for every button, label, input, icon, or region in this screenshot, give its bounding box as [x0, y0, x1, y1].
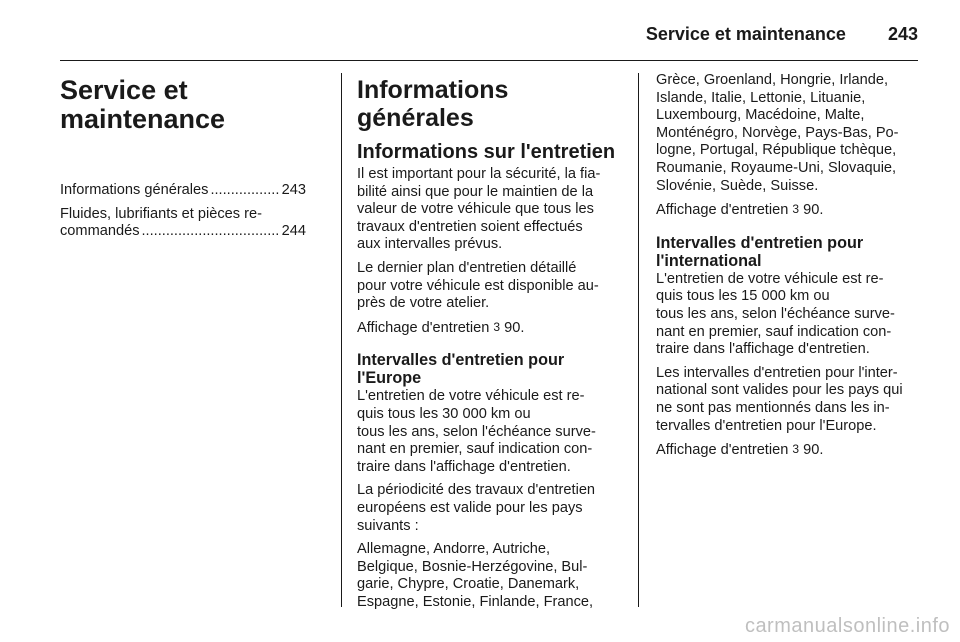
heading-line: Intervalles d'entretien pour [656, 233, 864, 252]
toc-entry-label: Informations générales [60, 182, 209, 198]
text-line: Il est important pour la sécurité, la fia- [357, 166, 601, 182]
paragraph [357, 166, 620, 254]
toc-entry-page: 244 [281, 223, 306, 240]
text-line: Slovénie, Suède, Suisse. [656, 177, 819, 194]
text-line: national sont valides pour les pays qui [656, 382, 903, 399]
reference-text: Affichage d'entretien [357, 319, 490, 336]
text-line: Grèce, Groenland, Hongrie, Irlande, [656, 72, 889, 88]
header-rule [60, 60, 918, 61]
column-divider [341, 73, 342, 607]
text-line: quis tous les 30 000 km ou [357, 405, 531, 422]
toc-leader-dots [142, 223, 280, 241]
chapter-title-line: Service et [60, 75, 188, 105]
text-line: pour votre véhicule est disponible au- [357, 277, 599, 294]
reference-arrow-icon: 3 [493, 319, 501, 334]
text-line: Belgique, Bosnie-Herzégovine, Bul- [357, 558, 588, 575]
reference-page: 90. [803, 442, 824, 459]
text-line: L'entretien de votre véhicule est re- [357, 388, 585, 405]
text-line: Allemagne, Andorre, Autriche, [357, 541, 551, 558]
content-column-2 [357, 72, 620, 617]
reference-page: 90. [803, 202, 824, 219]
text-line: quis tous les 15 000 km ou [656, 288, 830, 305]
reference-arrow-icon: 3 [792, 442, 800, 457]
page-number: 243 [887, 23, 918, 44]
watermark: carmanualsonline.info [744, 615, 950, 637]
reference-arrow-icon: 3 [792, 202, 800, 217]
paragraph [656, 72, 921, 195]
reference-text: Affichage d'entretien [656, 442, 789, 459]
paragraph [656, 271, 921, 359]
text-line: près de votre atelier. [357, 295, 490, 312]
subsection-heading: Informations sur l'entretien [357, 141, 616, 163]
text-line: tous les ans, selon l'échéance surve- [357, 423, 596, 440]
text-line: nant en premier, sauf indication con- [357, 441, 593, 458]
toc-entry-label: Fluides, lubrifiants et pièces re- [60, 205, 262, 222]
text-line: aux intervalles prévus. [357, 236, 503, 253]
toc-entry-page: 243 [281, 182, 306, 198]
cross-reference[interactable] [656, 201, 921, 220]
toc-entry[interactable] [60, 182, 306, 200]
text-line: européens est valide pour les pays [357, 499, 583, 516]
text-line: logne, Portugal, République tchèque, [656, 142, 897, 159]
page-header [60, 18, 918, 50]
header-title: Service et maintenance [645, 23, 846, 44]
text-line: ne sont pas mentionnés dans les in- [656, 399, 890, 416]
cross-reference[interactable] [656, 441, 921, 460]
toc-entry[interactable] [60, 206, 306, 241]
toc-leader-dots [210, 182, 279, 200]
section-heading: Informations générales [357, 76, 509, 132]
text-line: traire dans l'affichage d'entretien. [656, 341, 870, 358]
heading-line: l'international [656, 251, 762, 270]
reference-page: 90. [504, 319, 525, 336]
text-line: bilité ainsi que pour le maintien de la [357, 183, 594, 200]
text-line: nant en premier, sauf indication con- [656, 323, 892, 340]
paragraph [357, 482, 620, 535]
text-line: garie, Chypre, Croatie, Danemark, [357, 576, 580, 593]
subsection-heading [357, 351, 620, 387]
chapter-title [60, 76, 306, 134]
chapter-column [60, 72, 306, 247]
text-line: suivants : [357, 517, 419, 534]
paragraph [357, 541, 620, 611]
text-line: tervalles d'entretien pour l'Europe. [656, 417, 877, 434]
table-of-contents [60, 182, 306, 241]
text-line: Roumanie, Royaume-Uni, Slovaquie, [656, 159, 897, 176]
paragraph [656, 365, 921, 435]
column-divider [638, 73, 639, 607]
reference-text: Affichage d'entretien [656, 202, 789, 219]
chapter-title-line: maintenance [60, 104, 226, 134]
heading-line: Intervalles d'entretien pour [357, 351, 565, 370]
text-line: Le dernier plan d'entretien détaillé [357, 259, 577, 276]
text-line: La périodicité des travaux d'entretien [357, 482, 596, 499]
text-line: tous les ans, selon l'échéance surve- [656, 305, 895, 322]
content-column-3 [656, 72, 921, 466]
text-line: Espagne, Estonie, Finlande, France, [357, 593, 594, 610]
text-line: valeur de votre véhicule que tous les [357, 201, 594, 218]
toc-entry-label: commandés [60, 223, 140, 240]
heading-line: l'Europe [357, 369, 422, 388]
text-line: Luxembourg, Macédoine, Malte, [656, 107, 865, 124]
text-line: travaux d'entretien soient effectués [357, 218, 583, 235]
subsection-heading [656, 234, 921, 270]
text-line: Les intervalles d'entretien pour l'inter- [656, 364, 898, 381]
cross-reference[interactable] [357, 319, 620, 338]
text-line: Islande, Italie, Lettonie, Lituanie, [656, 89, 866, 106]
paragraph [357, 388, 620, 476]
text-line: traire dans l'affichage d'entretien. [357, 458, 571, 475]
text-line: Monténégro, Norvège, Pays-Bas, Po- [656, 124, 899, 141]
text-line: L'entretien de votre véhicule est re- [656, 270, 884, 287]
paragraph [357, 260, 620, 313]
